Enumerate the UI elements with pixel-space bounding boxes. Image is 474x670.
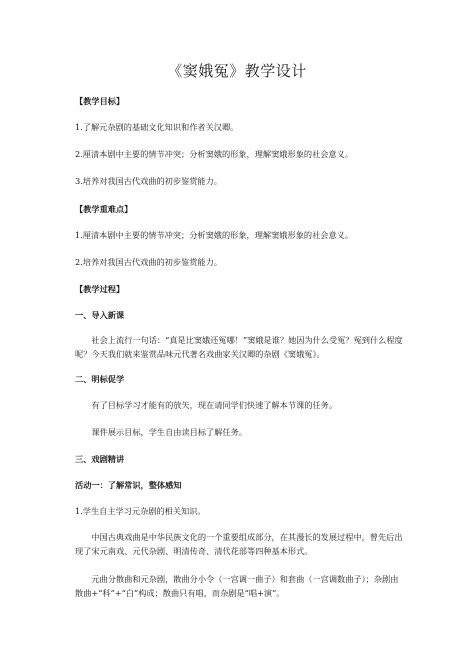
goal-item: 2.厘清本剧中主要的情节冲突；分析窦娥的形象，理解窦娥形象的社会意义。 (75, 149, 354, 159)
document-title: 《窦娥冤》教学设计 (167, 62, 307, 80)
goals-heading: 【教学目标】 (75, 96, 125, 106)
goal-item: 3.培养对我国古代戏曲的初步鉴赏能力。 (75, 176, 222, 186)
key-point-item: 2.培养对我国古代戏曲的初步鉴赏能力。 (75, 257, 222, 267)
section-heading-drama: 三、戏剧精讲 (75, 454, 125, 464)
section-heading-goals: 二、明标促学 (75, 374, 125, 384)
activity-paragraph: 元曲分散曲和元杂剧，散曲分小令（一宫调一曲子）和套曲（一宫调数曲子）；杂剧由散曲+“科”+“白”构成；散曲只有唱，而杂剧是“唱+演”。 (75, 574, 399, 598)
activity-item: 1.学生自主学习元杂剧的相关知识。 (75, 506, 206, 516)
key-points-heading: 【教学重难点】 (75, 204, 133, 214)
goals-paragraph: 课件展示目标，学生自由读目标了解任务。 (91, 427, 247, 437)
activity-heading: 活动一：了解常识，整体感知 (75, 480, 182, 490)
section-heading-intro: 一、导入新课 (75, 310, 125, 320)
intro-paragraph: 社会上流行一句话：“真是比窦娥还冤哪！”窦娥是谁？她因为什么受冤？冤到什么程度呢？今天我们就来鉴赏品味元代著名戏曲家关汉卿的杂剧《窦娥冤》。 (75, 335, 403, 359)
goal-item: 1.了解元杂剧的基础文化知识和作者关汉卿。 (75, 122, 239, 132)
key-point-item: 1.厘清本剧中主要的情节冲突；分析窦娥的形象，理解窦娥形象的社会意义。 (75, 230, 354, 240)
goals-paragraph: 有了目标学习才能有的放矢，现在请同学们快速了解本节课的任务。 (91, 400, 338, 410)
process-heading: 【教学过程】 (75, 284, 125, 294)
activity-paragraph: 中国古典戏曲是中华民族文化的一个重要组成部分，在其漫长的发展过程中，曾先后出现了宋元南戏、元代杂剧、明清传奇、清代花部等四种基本形式。 (75, 532, 403, 556)
